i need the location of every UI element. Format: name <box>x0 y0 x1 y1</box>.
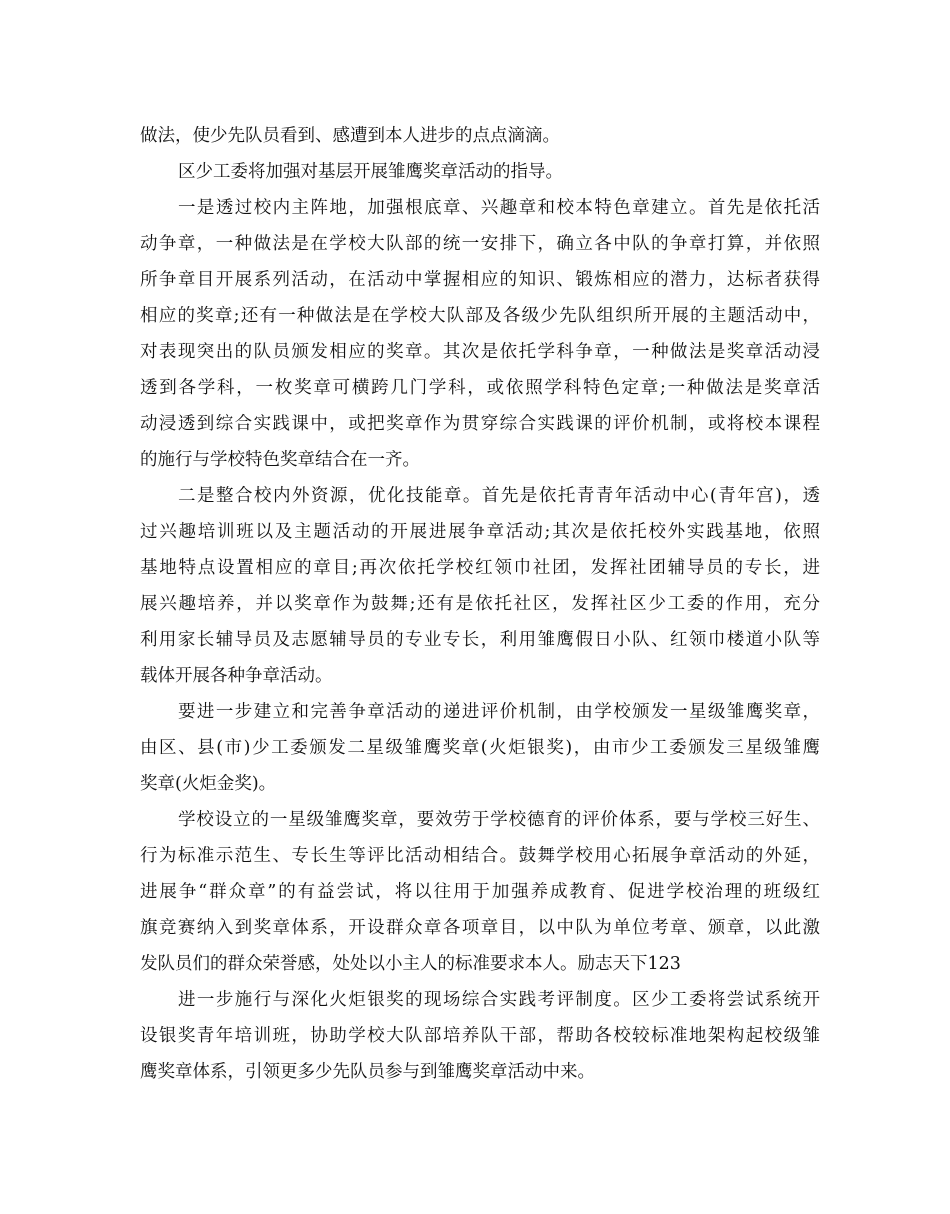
text-line: 基地特点设置相应的章目;再次依托学校红领巾社团，发挥社团辅导员的专长，进 <box>140 558 820 578</box>
text-line: 要进一步建立和完善争章活动的递进评价机制，由学校颁发一星级雏鹰奖章， <box>178 702 820 722</box>
text-line: 设银奖青年培训班，协助学校大队部培养队干部，帮助各校较标准地架构起校级雏 <box>140 1026 820 1046</box>
text-line: 二是整合校内外资源，优化技能章。首先是依托青青年活动中心(青年宫)，透 <box>178 486 820 506</box>
text-line: 过兴趣培训班以及主题活动的开展进展争章活动;其次是依托校外实践基地，依照 <box>140 522 820 542</box>
paragraph <box>140 982 820 1090</box>
text-line: 载体开展各种争章活动。 <box>140 666 333 686</box>
text-line: 所争章目开展系列活动，在活动中掌握相应的知识、锻炼相应的潜力，达标者获得 <box>140 270 820 290</box>
paragraph <box>140 154 820 190</box>
text-line: 相应的奖章;还有一种做法是在学校大队部及各级少先队组织所开展的主题活动中， <box>140 306 820 326</box>
paragraph <box>140 118 820 154</box>
text-line: 一是透过校内主阵地，加强根底章、兴趣章和校本特色章建立。首先是依托活 <box>178 198 820 218</box>
text-line: 区少工委将加强对基层开展雏鹰奖章活动的指导。 <box>178 162 563 182</box>
text-line: 利用家长辅导员及志愿辅导员的专业专长，利用雏鹰假日小队、红领巾楼道小队等 <box>140 630 820 650</box>
text-line: 进一步施行与深化火炬银奖的现场综合实践考评制度。区少工委将尝试系统开 <box>178 990 820 1010</box>
text-line: 的施行与学校特色奖章结合在一齐。 <box>140 450 420 470</box>
text-line: 做法，使少先队员看到、感遭到本人进步的点点滴滴。 <box>140 126 560 146</box>
paragraph <box>140 694 820 802</box>
paragraph <box>140 190 820 478</box>
document-body <box>140 118 820 1090</box>
text-line: 展兴趣培养，并以奖章作为鼓舞;还有是依托社区，发挥社区少工委的作用，充分 <box>140 594 820 614</box>
text-line: 旗竞赛纳入到奖章体系，开设群众章各项章目，以中队为单位考章、颁章，以此激 <box>140 918 820 938</box>
text-line: 对表现突出的队员颁发相应的奖章。其次是依托学科争章，一种做法是奖章活动浸 <box>140 342 820 362</box>
text-line: 行为标准示范生、专长生等评比活动相结合。鼓舞学校用心拓展争章活动的外延， <box>140 846 820 866</box>
text-line: 动浸透到综合实践课中，或把奖章作为贯穿综合实践课的评价机制，或将校本课程 <box>140 414 820 434</box>
text-line: 发队员们的群众荣誉感，处处以小主人的标准要求本人。励志天下123 <box>140 954 681 974</box>
paragraph <box>140 478 820 694</box>
text-line: 动争章，一种做法是在学校大队部的统一安排下，确立各中队的争章打算，并依照 <box>140 234 820 254</box>
text-line: 透到各学科，一枚奖章可横跨几门学科，或依照学科特色定章;一种做法是奖章活 <box>140 378 820 398</box>
text-line: 由区、县(市)少工委颁发二星级雏鹰奖章(火炬银奖)，由市少工委颁发三星级雏鹰 <box>140 738 820 758</box>
paragraph <box>140 802 820 982</box>
text-line: 进展争“群众章”的有益尝试，将以往用于加强养成教育、促进学校治理的班级红 <box>140 882 820 902</box>
text-line: 学校设立的一星级雏鹰奖章，要效劳于学校德育的评价体系，要与学校三好生、 <box>178 810 820 830</box>
text-line: 鹰奖章体系，引领更多少先队员参与到雏鹰奖章活动中来。 <box>140 1062 595 1082</box>
text-line: 奖章(火炬金奖)。 <box>140 774 277 794</box>
